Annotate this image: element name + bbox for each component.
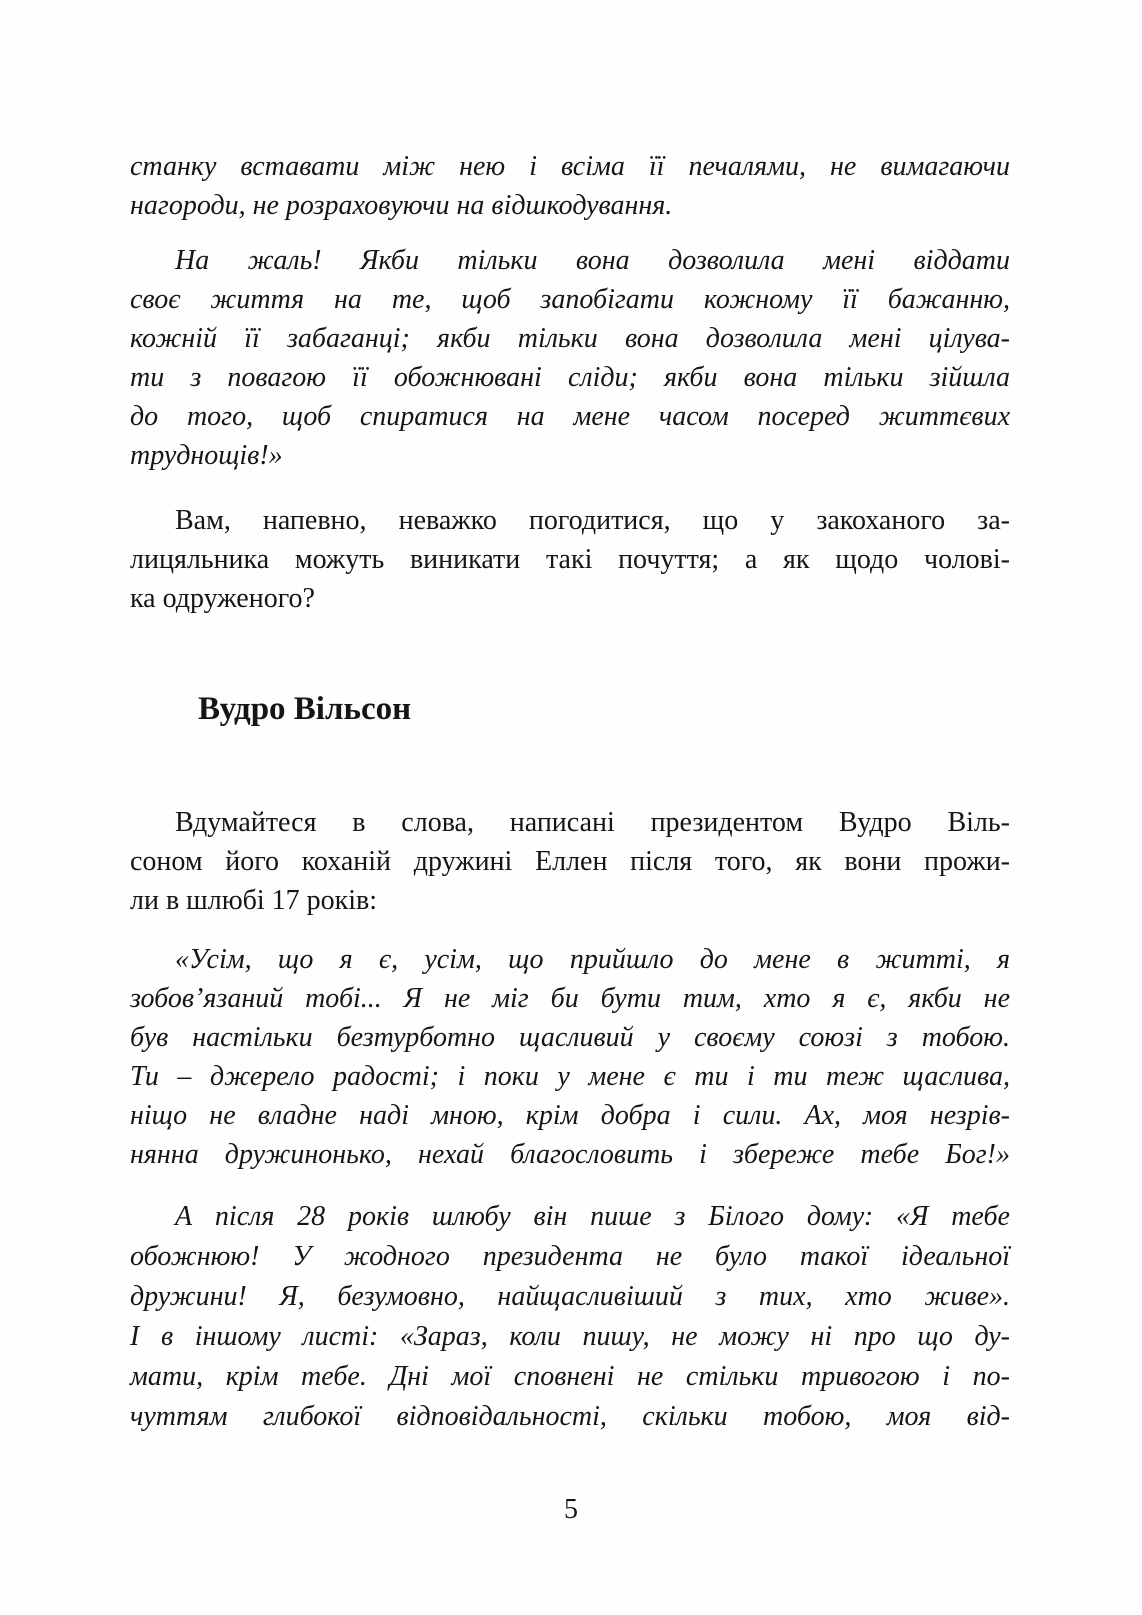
text-line: мати, крім тебе. Дні мої сповнені не стільки тривогою і по-: [130, 1361, 1010, 1392]
text-line: «Усім, що я є, усім, що прийшло до мене в житті, я: [175, 944, 1010, 975]
text-line: ка одруженого?: [130, 583, 315, 614]
text-line: труднощів!»: [130, 440, 283, 471]
text-line: ли в шлюбі 17 років:: [130, 885, 378, 916]
paragraph: [130, 940, 1010, 1174]
text-line: А після 28 років шлюбу він пише з Білого дому: «Я тебе: [175, 1201, 1010, 1232]
text-line: ніщо не владне наді мною, крім добра і сили. Ах, моя незрів-: [130, 1100, 1010, 1131]
text-line: до того, щоб спиратися на мене часом посеред життєвих: [130, 401, 1010, 432]
paragraph: [130, 241, 1010, 475]
text-line: соном його коханій дружині Еллен після того, як вони прожи-: [130, 846, 1010, 877]
text-line: Вам, напевно, неважко погодитися, що у закоханого за-: [175, 505, 1010, 536]
text-line: чуттям глибокої відповідальності, скільки тобою, моя від-: [130, 1401, 1010, 1432]
text-line: Ти – джерело радості; і поки у мене є ти і ти теж щаслива,: [130, 1061, 1010, 1092]
text-line: Вдумайтеся в слова, написані президентом Вудро Віль-: [175, 807, 1010, 838]
text-line: лицяльника можуть виникати такі почуття; а як щодо чолові-: [130, 544, 1010, 575]
page-number: 5: [564, 1494, 578, 1525]
section-heading: Вудро Вільсон: [198, 691, 412, 727]
text-line: дружини! Я, безумовно, найщасливіший з тих, хто живе».: [130, 1281, 1010, 1312]
paragraph: [130, 1197, 1010, 1437]
text-line: був настільки безтурботно щасливий у своєму союзі з тобою.: [130, 1022, 1010, 1053]
text-line: обожнюю! У жодного президента не було такої ідеальної: [130, 1241, 1010, 1272]
text-line: І в іншому листі: «Зараз, коли пишу, не можу ні про що ду-: [130, 1321, 1010, 1352]
paragraph: [130, 501, 1010, 618]
text-line: станку вставати між нею і всіма її печалями, не вимагаючи: [130, 151, 1010, 182]
page-text: [130, 147, 1010, 1437]
text-line: На жаль! Якби тільки вона дозволила мені віддати: [175, 245, 1010, 276]
paragraph: [130, 147, 1010, 225]
text-line: нагороди, не розраховуючи на відшкодування.: [130, 190, 673, 221]
text-line: нянна дружинонько, нехай благословить і збереже тебе Бог!»: [130, 1139, 1010, 1170]
text-line: ти з повагою її обожнювані сліди; якби вона тільки зійшла: [130, 362, 1010, 393]
text-line: своє життя на те, щоб запобігати кожному її бажанню,: [130, 284, 1010, 315]
text-line: зобов’язаний тобі... Я не міг би бути тим, хто я є, якби не: [130, 983, 1010, 1014]
text-line: кожній її забаганці; якби тільки вона дозволила мені цілува-: [130, 323, 1010, 354]
paragraph: [130, 803, 1010, 920]
